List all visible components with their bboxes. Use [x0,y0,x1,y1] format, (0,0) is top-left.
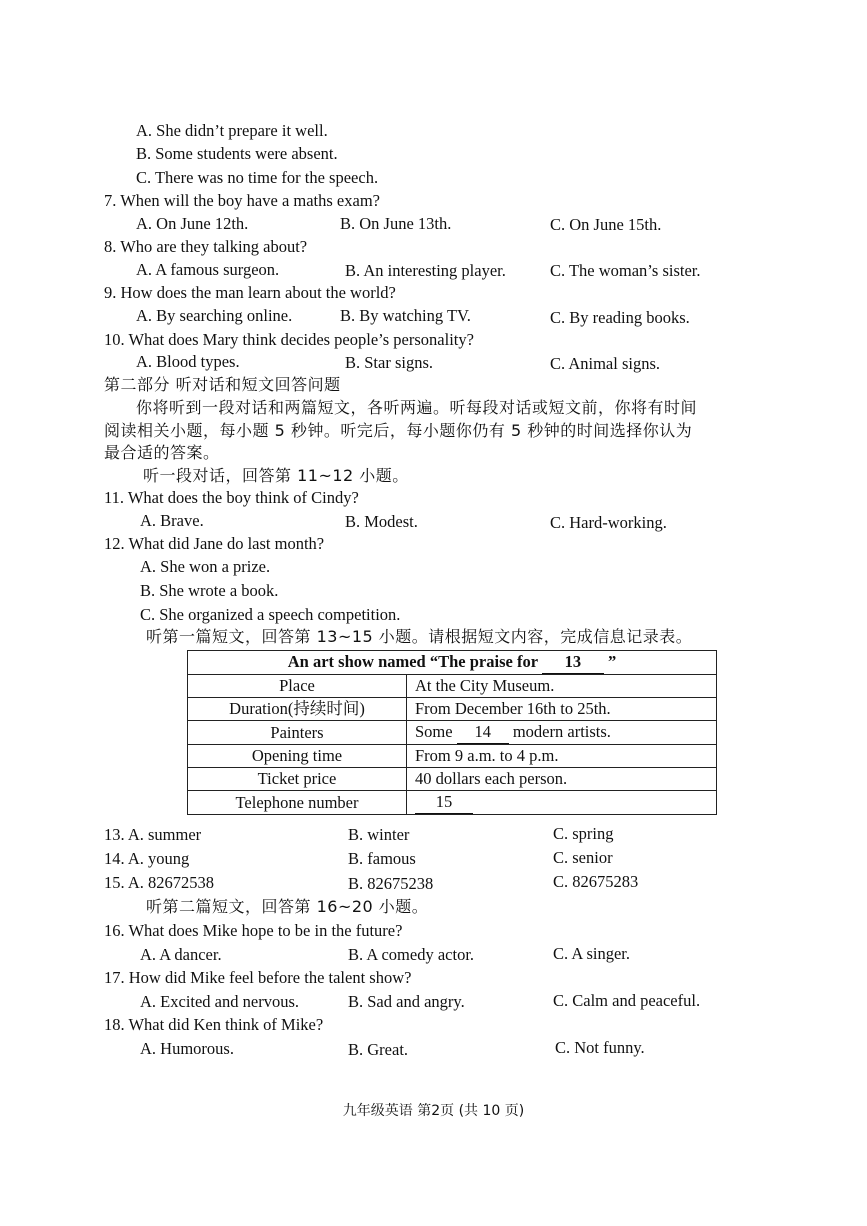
blank-13: 13 [542,651,604,674]
table-title [188,651,717,675]
opening-value: From 9 a.m. to 4 p.m. [407,745,717,768]
q16-option-c: C. A singer. [553,944,631,963]
q18-option-a: A. Humorous. [140,1039,234,1058]
blank-15: 15 [415,791,473,814]
q13-option-a: 13. A. summer [104,825,202,844]
q11-option-b: B. Modest. [345,512,418,531]
q9-option-b: B. By watching TV. [340,306,471,325]
table-row-duration [188,698,717,721]
q6-option-b: B. Some students were absent. [136,144,338,163]
q8-stem: 8. Who are they talking about? [104,237,308,256]
painters-label: Painters [188,721,407,745]
passage1-intro: 听第一篇短文，回答第 13~15 小题。请根据短文内容，完成信息记录表。 [146,627,693,646]
table-row-opening [188,745,717,768]
q16-stem: 16. What does Mike hope to be in the future? [104,921,403,940]
table-title-suffix: ” [603,652,617,671]
q17-option-c: C. Calm and peaceful. [553,991,701,1010]
table-row-phone [188,791,717,815]
q18-stem: 18. What did Ken think of Mike? [104,1015,324,1034]
q8-option-a: A. A famous surgeon. [136,260,280,279]
ticket-value: 40 dollars each person. [407,768,717,791]
part2-instruction-1: 你将听到一段对话和两篇短文，各听两遍。听每段对话或短文前，你将有时间 [136,398,698,417]
q9-option-a: A. By searching online. [136,306,293,325]
dialog-intro: 听一段对话，回答第 11~12 小题。 [143,466,409,485]
part2-instruction-3: 最合适的答案。 [104,443,220,462]
q18-option-b: B. Great. [348,1040,409,1059]
q8-option-c: C. The woman’s sister. [550,261,701,280]
q6-option-c: C. There was no time for the speech. [136,168,379,187]
part2-title: 第二部分 听对话和短文回答问题 [104,375,341,394]
q11-option-a: A. Brave. [140,511,204,530]
q16-option-b: B. A comedy actor. [348,945,475,964]
q14-option-b: B. famous [348,849,416,868]
phone-value [407,791,717,815]
q6-option-a: A. She didn’t prepare it well. [136,121,328,140]
place-label: Place [188,675,407,698]
q14-option-a: 14. A. young [104,849,190,868]
q12-stem: 12. What did Jane do last month? [104,534,325,553]
q9-stem: 9. How does the man learn about the world? [104,283,396,302]
table-title-prefix: An art show named “The praise for [287,652,542,671]
q11-stem: 11. What does the boy think of Cindy? [104,488,359,507]
q11-option-c: C. Hard-working. [550,513,667,532]
q12-option-b: B. She wrote a book. [140,581,279,600]
painters-value [407,721,717,745]
q10-stem: 10. What does Mary think decides people’s personality? [104,330,474,349]
q9-option-c: C. By reading books. [550,308,690,327]
q15-option-a: 15. A. 82672538 [104,873,215,892]
q10-option-a: A. Blood types. [136,352,240,371]
passage2-intro: 听第二篇短文，回答第 16~20 小题。 [146,897,429,916]
phone-label: Telephone number [188,791,407,815]
q10-option-c: C. Animal signs. [550,354,661,373]
duration-label: Duration(持续时间) [188,698,407,721]
q13-option-b: B. winter [348,825,410,844]
q17-option-b: B. Sad and angry. [348,992,465,1011]
q15-option-b: B. 82675238 [348,874,434,893]
q12-option-a: A. She won a prize. [140,557,271,576]
table-row-place [188,675,717,698]
q10-option-b: B. Star signs. [345,353,434,372]
table-row-ticket [188,768,717,791]
q13-option-c: C. spring [553,824,614,843]
art-show-info-table [187,650,717,815]
page-footer: 九年级英语 第2页 (共 10 页) [342,1103,525,1119]
q8-option-b: B. An interesting player. [345,261,506,280]
q12-option-c: C. She organized a speech competition. [140,605,401,624]
q7-option-b: B. On June 13th. [340,214,452,233]
q16-option-a: A. A dancer. [140,945,222,964]
q7-option-c: C. On June 15th. [550,215,662,234]
q7-option-a: A. On June 12th. [136,214,249,233]
ticket-label: Ticket price [188,768,407,791]
q7-stem: 7. When will the boy have a maths exam? [104,191,380,210]
blank-14: 14 [457,721,509,744]
q17-stem: 17. How did Mike feel before the talent show? [104,968,412,987]
place-value: At the City Museum. [407,675,717,698]
table-row-painters [188,721,717,745]
q14-option-c: C. senior [553,848,613,867]
part2-instruction-2: 阅读相关小题，每小题 5 秒钟。听完后，每小题你仍有 5 秒钟的时间选择你认为 [104,421,693,440]
opening-label: Opening time [188,745,407,768]
q17-option-a: A. Excited and nervous. [140,992,299,1011]
painters-suffix: modern artists. [508,722,611,741]
q18-option-c: C. Not funny. [555,1038,645,1057]
q15-option-c: C. 82675283 [553,872,639,891]
painters-prefix: Some [415,722,457,741]
duration-value: From December 16th to 25th. [407,698,717,721]
